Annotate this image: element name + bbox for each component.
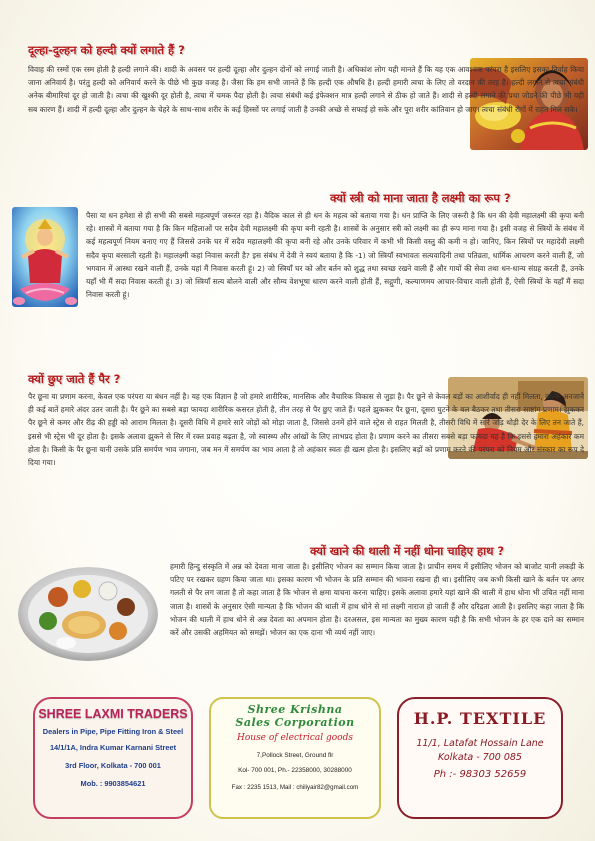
ad2-address-line2: Kol- 700 001, Ph.- 22358000, 30288000 [238, 767, 352, 774]
ad2-tagline: House of electrical goods [237, 733, 353, 743]
ad2-contact: Fax : 2235 1513, Mail : chiliyair82@gmail.com [231, 784, 359, 791]
ad-shree-laxmi-traders [33, 697, 193, 819]
ad2-address-line1: 7,Pollock Street, Ground flr [256, 752, 334, 759]
ad1-phone: Mob. : 9903854621 [80, 779, 146, 788]
ad2-title-line1: Shree Krishna [247, 703, 343, 716]
section-3-heading: क्यों छुए जाते हैं पैर ? [28, 372, 121, 386]
ad-shree-krishna-sales [209, 697, 381, 819]
ad-hp-textile [397, 697, 563, 819]
ad1-tagline: Dealers in Pipe, Pipe Fitting Iron & Steel [42, 727, 184, 736]
ad3-address-line1: 11/1, Latafat Hossain Lane [416, 738, 544, 749]
goddess-lakshmi-image [12, 207, 78, 307]
section-4-body: हमारी हिन्दु संस्कृति में अन्न को देवता माना जाता है। इसीलिए भोजन का सम्मान किया जाता है। प्राचीन समय में इसीलिए भोजन को बाजोट यानी लकड़ी के पटिए पर रखकर ग्रहण किया जाता था। इसका कारण भी भोजन के प्रति सम्मान की भावना रखना ही था। इसीलिए जब कभी किसी खाने के बर्तन पर अगर गलती से पैर लग जाता है तो कहा जाता है कि भोजन से क्षमा याचना करना चाहिए। इसके अलावा हमारे यहां खाने की थाली में हाथ धोना भी उचित नहीं माना जाता है। शास्त्रों के अनुसार ऐसी मान्यता है कि भोजन की थाली में हाथ धोने से मां लक्ष्मी नाराज हो जाती हैं और दरिद्रता आती है। इसलिए कहा जाता है कि भोजन की थाली में हाथ धोने से अन्न देवता का अपमान होता है। दरअसल, इस मान्यता का मुख्य कारण यही है कि सभी भोजन के हर एक दाने का सम्मान करें और उसकी अहमियत को समझें। भोजन का एक दाना भी व्यर्थ नहीं जाए। [170, 562, 584, 638]
food-thali-image [18, 567, 158, 661]
section-1-body: विवाह की रस्मों एक रस्म होती है हल्दी लगाने की। शादी के अवसर पर हल्दी दूल्हा और दुल्हन दोनों को लगाई जाती है। अधिकांश लोग यही मानते हैं कि यह एक आवश्यक परंपरा है इसलिए इसका निर्वाह किया जाना अनिवार्य है। परंतु हल्दी को अनिवार्य करने के पीछे भी कुछ वजह है। जैसा कि हम सभी जानते हैं कि हल्दी एक औषधि है। हल्दी हमारी त्वचा के लिए तो वरदान की तरह है। हल्दी लगाने से त्वचा संबंधी अनेक बीमारियां दूर हो जाती है। त्वचा की खुश्की दूर होती है, त्वचा में चमक पैदा होती है। त्वचा संबंधी कई इंफेक्शन मात्र हल्दी लगाने से ठीक हो जाते हैं। शादी से हल्दी लगाने की प्रथा जोडने की पीछे भी यही सब कारण हैं। शादी में हल्दी दूल्हा और दुल्हन के चेहरे के साथ-साथ शरीर के कई हिस्सों पर लगाई जाती है उनकी अच्छे से सफाई हो सके और पूरा शरीर कांतिवान हो जाए। त्वचा संबंधी रोगों में राहत मिल सके। [28, 65, 584, 114]
section-2-body: पैसा या धन हमेशा से ही सभी की सबसे महत्वपूर्ण जरूरत रहा है। वैदिक काल से ही धन के महत्व को बताया गया है। धन प्राप्ति के लिए जरूरी है कि धन की देवी महालक्ष्मी की कृपा बनी रहे। शास्त्रों में बताया गया है कि किन महिलाओं पर सदैव देवी महालक्ष्मी की कृपा बनी रहती है। शास्त्रों के अनुसार स्त्री को लक्ष्मी का ही रूप माना गया है। इसी वजह से स्त्रियों के संबंध में कई महत्वपूर्ण नियम बनाए गए हैं जिससे उनके घर में सदैव महालक्ष्मी की कृपा बनी रहे और उनके परिवार में कभी भी किसी वस्तु की कमी न हो। जानिए, किन स्त्रियों पर महादेवी लक्ष्मी सदैव कृपा बरसाती रहती है। महालक्ष्मी कहां निवास करती है? इस संबंध में देवी ने स्वयं बताया है कि -1) जो स्त्रियाँ स्वभावतः सत्यवादिनी तथा पतिव्रता, धार्मिक आचरण करने वाली हैं, जो भगवान में आस्था रखने वाली हैं, उनके यहां मैं निवास करती हूं। 2) जो स्त्रियाँ घर को और बर्तन को शुद्ध तथा स्वच्छ रखने वाली हैं और गायों की सेवा तथा धन-धान्य संग्रह करती हैं, उनके यहाँ भी मैं सदा निवास करती हूं। 3) जो स्त्रियाँ सत्य बोलने वाली और सौम्य वेशभूषा धारण करने वाली होती हैं, सद्गुणी, कल्याणमय आचार-विचार वाली होती हैं, ऐसी स्त्रियों के यहाँ मैं सदा निवास करती हूं। [86, 211, 584, 300]
ad3-title: H.P. TEXTILE [413, 709, 547, 728]
section-2-heading: क्यों स्त्री को माना जाता है लक्ष्मी का रूप ? [330, 191, 511, 205]
ad1-title: SHREE LAXMI TRADERS [38, 707, 188, 721]
ad2-title-line2: Sales Corporation [235, 716, 355, 729]
section-4-heading: क्यों खाने की थाली में नहीं धोना चाहिए हाथ ? [310, 544, 505, 558]
section-3-body: पैर छूना या प्रणाम करना, केवल एक परंपरा या बंधन नहीं है। यह एक विज्ञान है जो हमारे शारीरिक, मानसिक और वैचारिक विकास से जुड़ा है। पैर छूने से केवल बड़ों का आशीर्वाद ही नहीं मिलता, बल्कि अनजाने ही कई बातें हमारे अंदर उतर जाती है। पैर छूने का सबसे बड़ा फायदा शारीरिक कसरत होती है, तीन तरह से पैर छुए जाते हैं। पहले झुककर पैर छूना, दूसरा घुटने के बल बैठकर तथा तीसरा साष्टांग प्रणाम। झुककर पैर छूने से कमर और रीढ़ की हड्डी को आराम मिलता है। दूसरी विधि में हमारे सारे जोड़ों को मोड़ा जाता है, जिससे उनमें होने वाले स्ट्रेस से राहत मिलती है, तीसरी विधि में सारे जोड़ थोड़ी देर के लिए तन जाते हैं, इससे भी स्ट्रेस भी दूर होता है। इसके अलावा झुकने से सिर में रक्त प्रवाह बढ़ता है, जो स्वास्थ्य और आंखों के लिए लाभप्रद होता है। प्रणाम करने का तीसरा सबसे बड़ा फायदा यह है कि इससे हमारा अहंकार कम होता है। किसी के पैर छूना यानी उसके प्रति समर्पण भाव जगाना, जब मन में समर्पण का भाव आता है तो अहंकार स्वतः ही खत्म होता है। इसलिए बड़ों को प्रणाम करने की परंपरा को नियम और संस्कार का रूप दे दिया गया। [28, 392, 584, 468]
ad1-address-line1: 14/1/1A, Indra Kumar Karnani Street [49, 743, 177, 752]
ad1-address-line2: 3rd Floor, Kolkata - 700 001 [65, 761, 161, 770]
section-1-heading: दूल्हा-दुल्हन को हल्दी क्यों लगाते हैं ? [28, 43, 185, 57]
ad3-address-line2: Kolkata - 700 085 [438, 752, 522, 763]
ad3-phone: Ph :- 98303 52659 [433, 769, 527, 780]
